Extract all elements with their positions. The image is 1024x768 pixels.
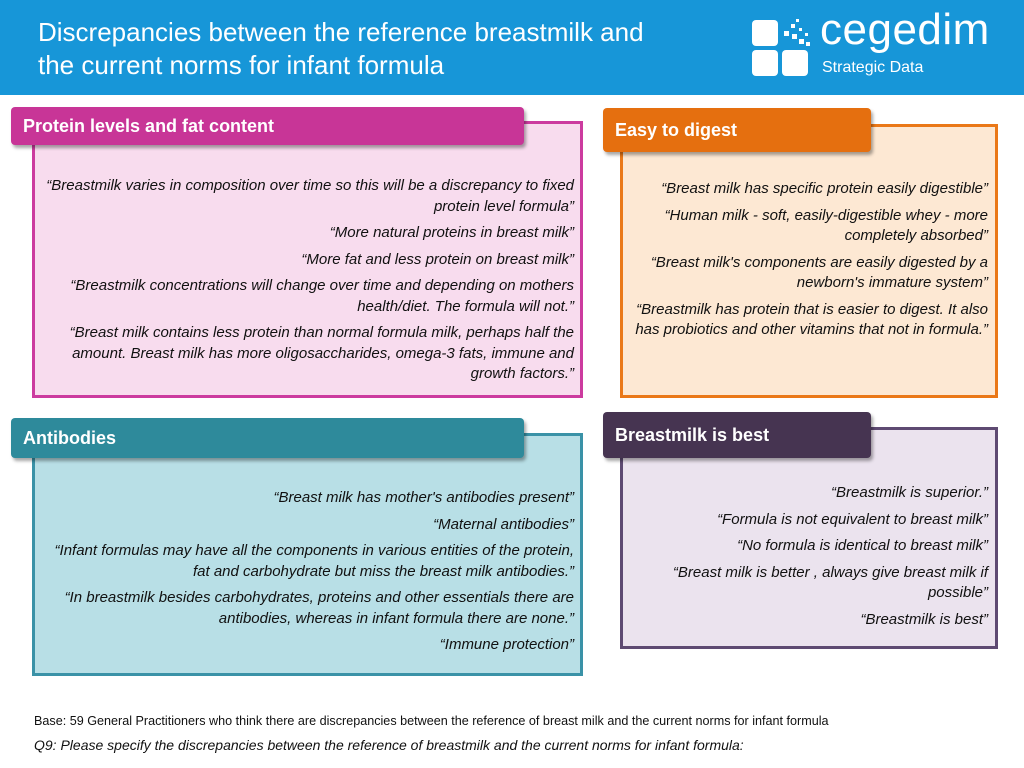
logo-square-icon	[752, 20, 778, 46]
quote: “More fat and less protein on breast milk”	[301, 250, 574, 268]
quote: “Human milk - soft, easily-digestible whey - more completely absorbed”	[664, 206, 988, 244]
quote: “No formula is identical to breast milk”	[737, 537, 988, 554]
header-banner	[0, 0, 1024, 95]
quote: “Breast milk has specific protein easily digestible”	[661, 180, 988, 197]
quote: “In breastmilk besides carbohydrates, proteins and other essentials there are antibodies, whereas in infant formula there are none.”	[64, 589, 574, 627]
quote: “Breastmilk is superior.”	[831, 484, 988, 501]
logo-square-icon	[782, 50, 808, 76]
panel-antibodies-quotes	[40, 488, 574, 662]
quote: “Maternal antibodies”	[433, 515, 574, 533]
cegedim-logo	[752, 5, 1012, 88]
quote: “Breastmilk has protein that is easier to digest. It also has probiotics and other vitamins that not in formula.”	[635, 300, 988, 338]
quote: “Formula is not equivalent to breast milk”	[717, 510, 988, 528]
logo-square-icon	[752, 50, 778, 76]
footer-base-note: Base: 59 General Practitioners who think there are discrepancies between the reference of breast milk and the current norms for infant formula	[34, 714, 829, 728]
page-title	[38, 16, 728, 82]
logo-scatter-icon	[782, 18, 812, 48]
quote: “Breastmilk is best”	[860, 610, 988, 628]
footer-question: Q9: Please specify the discrepancies between the reference of breastmilk and the current norms for infant formula:	[34, 737, 744, 753]
title-line-1: Discrepancies between the reference breastmilk and	[38, 17, 644, 47]
quote: “Breast milk is better , always give breast milk if possible”	[672, 563, 988, 601]
title-line-2: the current norms for infant formula	[38, 50, 445, 80]
quote: “Breast milk's components are easily digested by a newborn's immature system”	[650, 253, 988, 291]
panel-protein-fat-title: Protein levels and fat content	[11, 107, 524, 145]
logo-subtitle: Strategic Data	[822, 59, 924, 76]
panel-easy-to-digest-quotes	[628, 179, 988, 347]
logo-wordmark: cegedim	[820, 5, 990, 54]
quote: “Breast milk has mother's antibodies present”	[273, 489, 574, 506]
quote: “Immune protection”	[439, 636, 574, 653]
quote: “Breastmilk varies in composition over time so this will be a discrepancy to fixed protein level formula”	[46, 177, 574, 215]
quote: “Breastmilk concentrations will change over time and depending on mothers health/diet. The formula will not.”	[70, 277, 574, 315]
quote: “More natural proteins in breast milk”	[329, 224, 574, 241]
panel-breastmilk-best-quotes	[630, 483, 988, 636]
quote: “Infant formulas may have all the components in various entities of the protein, fat and carbohydrate but miss the breast milk antibodies.”	[54, 542, 574, 580]
panel-antibodies-title: Antibodies	[11, 418, 524, 458]
panel-breastmilk-best-title: Breastmilk is best	[603, 412, 871, 458]
panel-easy-to-digest-title: Easy to digest	[603, 108, 871, 152]
panel-protein-fat-quotes	[46, 176, 574, 391]
quote: “Breast milk contains less protein than normal formula milk, perhaps half the amount. Breast milk has more oligosaccharides, omega-3 fats, immune and growth factors.”	[69, 324, 574, 382]
